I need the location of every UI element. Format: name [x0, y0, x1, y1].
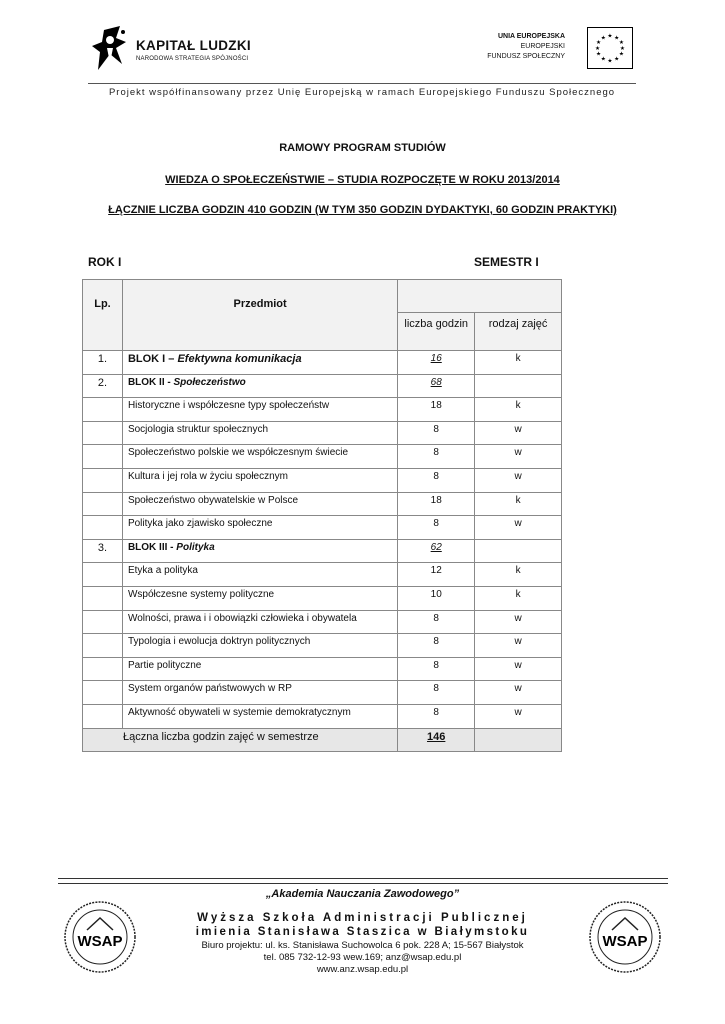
row-hours: 8	[398, 468, 475, 492]
svg-text:★: ★	[607, 33, 613, 40]
row-type: w	[475, 634, 562, 658]
eu-line-3: FUNDUSZ SPOŁECZNY	[487, 53, 565, 60]
subject-name: Socjologia struktur społecznych	[122, 421, 397, 445]
eu-flag-icon	[587, 27, 633, 69]
table-row	[83, 516, 562, 540]
footer-contact: tel. 085 732-12-93 wew.169; anz@wsap.edu.pl	[263, 952, 462, 963]
block-name	[122, 374, 397, 398]
row-hours: 8	[398, 681, 475, 705]
program-table	[82, 279, 562, 752]
svg-text:★: ★	[600, 56, 606, 63]
block-prefix: BLOK III -	[127, 541, 177, 553]
row-lp	[83, 586, 123, 610]
document-title: RAMOWY PROGRAM STUDIÓW	[279, 142, 446, 154]
total-value: 146	[398, 728, 475, 752]
subject-name: Typologia i ewolucja doktryn politycznych	[122, 634, 397, 658]
row-hours: 8	[398, 610, 475, 634]
row-lp: 1.	[83, 351, 123, 375]
table-row	[83, 610, 562, 634]
row-type: k	[475, 563, 562, 587]
table-row	[83, 468, 562, 492]
header-przedmiot: Przedmiot	[122, 280, 397, 351]
table-row	[83, 539, 562, 563]
svg-text:★: ★	[595, 45, 601, 52]
total-row	[83, 728, 562, 752]
subject-name: Etyka a polityka	[122, 563, 397, 587]
footer-divider-bottom	[58, 883, 668, 884]
seal-left-text: WSAP	[77, 933, 123, 950]
kapital-ludzki-title: KAPITAŁ LUDZKI	[136, 38, 251, 53]
row-hours: 16	[398, 351, 475, 375]
row-type	[475, 539, 562, 563]
svg-text:★: ★	[607, 58, 613, 65]
row-type: k	[475, 586, 562, 610]
seal-right-text: WSAP	[602, 933, 648, 950]
subject-name: Historyczne i współczesne typy społeczeństw	[122, 398, 397, 422]
row-type: w	[475, 516, 562, 540]
subject-name: Społeczeństwo polskie we współczesnym świecie	[122, 445, 397, 469]
row-hours: 8	[398, 516, 475, 540]
svg-text:★: ★	[600, 35, 606, 42]
header-liczba-godzin: liczba godzin	[398, 313, 475, 351]
subject-name: Aktywność obywateli w systemie demokratycznym	[122, 704, 397, 728]
row-hours: 18	[398, 398, 475, 422]
year-label: ROK I	[88, 255, 122, 269]
hours-summary: ŁĄCZNIE LICZBA GODZIN 410 GODZIN (W TYM 350 GODZIN DYDAKTYKI, 60 GODZIN PRAKTYKI)	[108, 204, 617, 216]
total-type	[475, 728, 562, 752]
row-type: k	[475, 351, 562, 375]
table-row	[83, 351, 562, 375]
block-name	[122, 539, 397, 563]
row-hours: 8	[398, 657, 475, 681]
block-title: Efektywna komunikacja	[177, 353, 302, 365]
row-hours: 8	[398, 634, 475, 658]
row-lp	[83, 610, 123, 634]
subject-name: Partie polityczne	[122, 657, 397, 681]
row-type: w	[475, 681, 562, 705]
eu-text	[487, 32, 565, 62]
table-row	[83, 445, 562, 469]
kapital-ludzki-mark-icon	[90, 24, 130, 74]
row-lp: 2.	[83, 374, 123, 398]
row-type: w	[475, 445, 562, 469]
table-row	[83, 704, 562, 728]
row-type: w	[475, 421, 562, 445]
subject-name: Współczesne systemy polityczne	[122, 586, 397, 610]
table-row	[83, 634, 562, 658]
subject-name: System organów państwowych w RP	[122, 681, 397, 705]
table-row	[83, 492, 562, 516]
header-empty	[398, 280, 562, 313]
subject-name: Polityka jako zjawisko społeczne	[122, 516, 397, 540]
semester-label: SEMESTR I	[474, 255, 539, 269]
table-row	[83, 398, 562, 422]
footer-school-line-2: imienia Stanisława Staszica w Białymstoku	[195, 926, 530, 938]
total-label: Łączna liczba godzin zajęć w semestrze	[83, 728, 398, 752]
svg-text:★: ★	[614, 56, 620, 63]
footer-address: Biuro projektu: ul. ks. Stanisława Suchowolca 6 pok. 228 A; 15-567 Białystok	[201, 940, 524, 951]
svg-text:★: ★	[596, 40, 602, 47]
row-lp	[83, 563, 123, 587]
svg-text:★: ★	[619, 45, 625, 52]
header-lp: Lp.	[83, 280, 123, 351]
row-lp	[83, 516, 123, 540]
table-row	[83, 421, 562, 445]
row-type	[475, 374, 562, 398]
block-prefix: BLOK II -	[127, 376, 174, 388]
header-divider	[88, 83, 636, 84]
row-lp	[83, 421, 123, 445]
block-name	[122, 351, 397, 375]
row-lp	[83, 492, 123, 516]
row-lp	[83, 445, 123, 469]
eu-line-2: EUROPEJSKI	[520, 43, 565, 50]
row-lp	[83, 398, 123, 422]
svg-text:★: ★	[618, 40, 624, 47]
row-lp: 3.	[83, 539, 123, 563]
table-row	[83, 563, 562, 587]
block-title: Społeczeństwo	[173, 376, 246, 388]
table-row	[83, 657, 562, 681]
row-type: k	[475, 492, 562, 516]
row-hours: 8	[398, 421, 475, 445]
block-title: Polityka	[176, 541, 215, 553]
row-lp	[83, 657, 123, 681]
row-hours: 8	[398, 704, 475, 728]
svg-text:★: ★	[614, 35, 620, 42]
kapital-ludzki-subtitle: NARODOWA STRATEGIA SPÓJNOŚCI	[136, 56, 249, 62]
row-lp	[83, 704, 123, 728]
row-lp	[83, 634, 123, 658]
row-lp	[83, 468, 123, 492]
table-row	[83, 586, 562, 610]
row-hours: 18	[398, 492, 475, 516]
row-type: w	[475, 657, 562, 681]
table-row	[83, 374, 562, 398]
svg-text:★: ★	[618, 51, 624, 58]
row-type: w	[475, 468, 562, 492]
row-hours: 10	[398, 586, 475, 610]
table-header-row	[83, 280, 562, 313]
row-type: w	[475, 704, 562, 728]
footer-tagline: „Akademia Nauczania Zawodowego”	[265, 888, 460, 900]
svg-text:★: ★	[596, 51, 602, 58]
row-hours: 8	[398, 445, 475, 469]
row-type: k	[475, 398, 562, 422]
table-row	[83, 681, 562, 705]
block-prefix: BLOK I –	[127, 353, 178, 365]
footer-website: www.anz.wsap.edu.pl	[316, 964, 409, 975]
eu-logo	[470, 27, 633, 71]
program-title: WIEDZA O SPOŁECZEŃSTWIE – STUDIA ROZPOCZĘTE W ROKU 2013/2014	[165, 174, 560, 186]
subject-name: Społeczeństwo obywatelskie w Polsce	[122, 492, 397, 516]
row-hours: 68	[398, 374, 475, 398]
subject-name: Wolności, prawa i i obowiązki człowieka i obywatela	[122, 610, 397, 634]
header-caption: Projekt współfinansowany przez Unię Europejską w ramach Europejskiego Funduszu Społecznego	[108, 87, 616, 98]
row-hours: 12	[398, 563, 475, 587]
header-rodzaj-zajec: rodzaj zajęć	[475, 313, 562, 351]
kapital-ludzki-logo	[90, 24, 270, 74]
footer-school-line-1: Wyższa Szkoła Administracji Publicznej	[197, 912, 528, 924]
row-hours: 62	[398, 539, 475, 563]
footer-divider-top	[58, 878, 668, 879]
eu-line-1: UNIA EUROPEJSKA	[497, 33, 565, 40]
subject-name: Kultura i jej rola w życiu społecznym	[122, 468, 397, 492]
row-type: w	[475, 610, 562, 634]
row-lp	[83, 681, 123, 705]
